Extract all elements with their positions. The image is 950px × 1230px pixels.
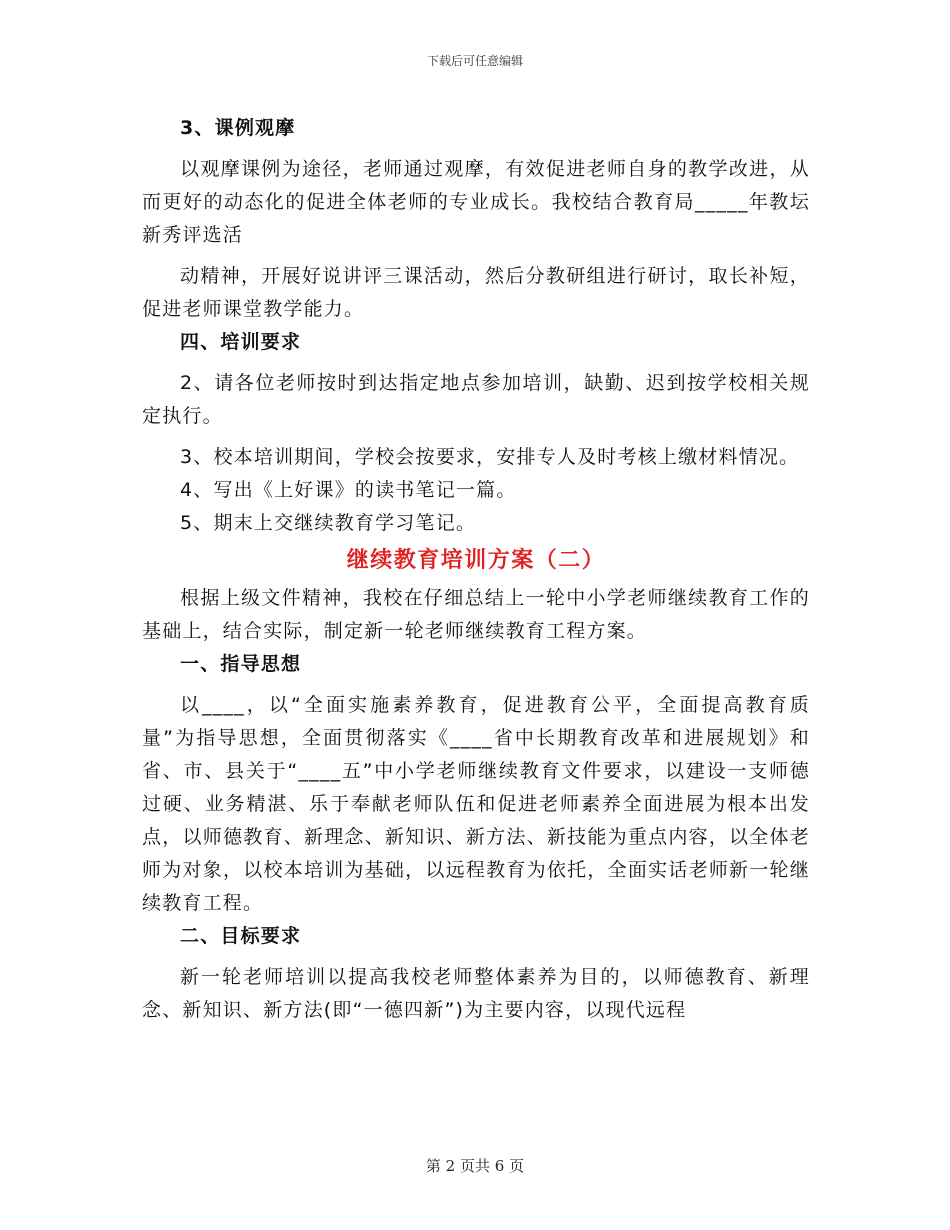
section-heading: 四、培训要求 [180,331,302,353]
list-item: 3、校本培训期间，学校会按要求，安排专人及时考核上缴材料情况。 [180,446,800,468]
paragraph: 根据上级文件精神，我校在仔细总结上一轮中小学老师继续教育工作的基础上，结合实际，制定新一轮老师继续教育工程方案。 [142,587,810,642]
page-footer: 第 2 页共 6 页 [425,1157,525,1175]
section-heading: 一、指导思想 [180,653,302,675]
paragraph: 以____，以“全面实施素养教育，促进教育公平，全面提高教育质量”为指导思想，全面贯彻落实《____省中长期教育改革和进展规划》和省、市、县关于“____五”中小学老师继续教育文件要求，以建设一支师德过硬、业务精湛、乐于奉献老师队伍和促进老师素养全面进展为根本出发点，以师德教育、新理念、新知识、新方法、新技能为重点内容，以全体老师为对象，以校本培训为基础，以远程教育为依托，全面实话老师新一轮继续教育工程。 [142,694,810,914]
paragraph: 新一轮老师培训以提高我校老师整体素养为目的，以师德教育、新理念、新知识、新方法(即“一德四新”)为主要内容，以现代远程 [142,966,810,1021]
document-title: 继续教育培训方案（二） [346,548,606,573]
list-item: 2、请各位老师按时到达指定地点参加培训，缺勤、迟到按学校相关规定执行。 [142,372,810,427]
list-item: 4、写出《上好课》的读书笔记一篇。 [180,479,517,501]
paragraph: 以观摩课例为途径，老师通过观摩，有效促进老师自身的教学改进，从而更好的动态化的促进全体老师的专业成长。我校结合教育局_____年教坛新秀评选活 [142,158,810,246]
list-item: 5、期末上交继续教育学习笔记。 [180,512,477,534]
page-header: 下载后可任意编辑 [426,54,523,68]
paragraph: 动精神，开展好说讲评三课活动，然后分教研组进行研讨，取长补短，促进老师课堂教学能力。 [142,265,810,320]
section-heading: 二、目标要求 [180,925,302,947]
document-body [142,112,810,1027]
subheading: 3、课例观摩 [180,117,296,139]
